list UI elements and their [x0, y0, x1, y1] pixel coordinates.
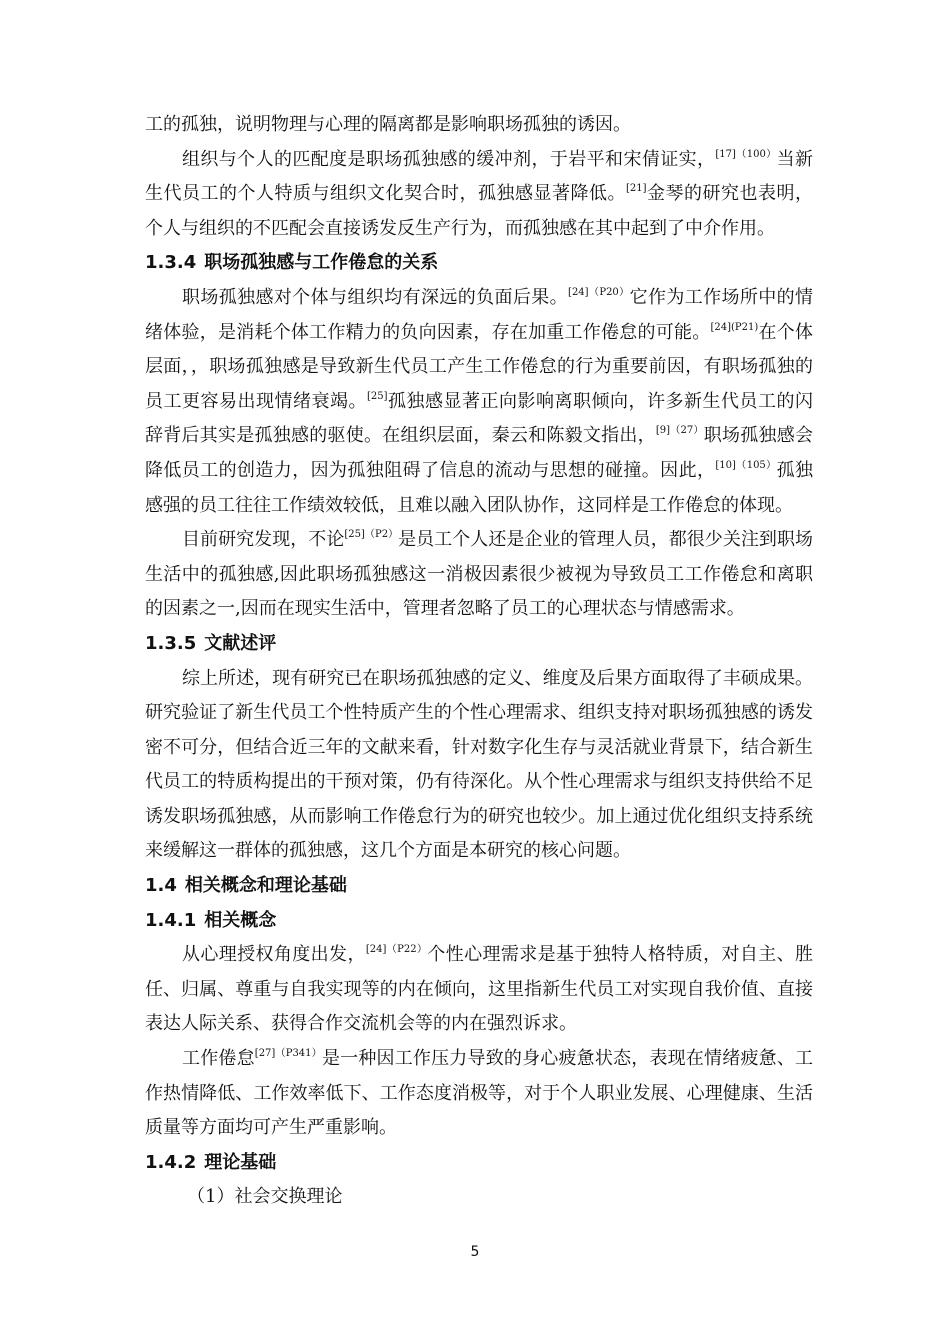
text-run: 当新生代员工的个人特质与组织文化契合时，孤独感显著降低。 — [145, 148, 814, 205]
citation: [24](P21) — [710, 321, 759, 333]
document-body — [145, 108, 813, 1215]
section-number: 1.3.5 — [145, 632, 197, 654]
section-heading — [145, 904, 813, 939]
citation: [27]（P341） — [254, 1048, 322, 1060]
citation: [17]（100） — [715, 148, 777, 160]
section-title: 职场孤独感与工作倦怠的关系 — [204, 252, 439, 274]
section-heading — [145, 627, 813, 662]
section-heading — [145, 246, 813, 281]
text-run: 是一种因工作压力导致的身心疲惫状态，表现在情绪疲惫、工作热情降低、工作效率低下、工作态度消极等，对于个人职业发展、心理健康、生活质量等方面均可产生严重影响。 — [145, 1048, 814, 1139]
paragraph — [145, 1042, 813, 1146]
paragraph — [145, 143, 813, 247]
text-run: 职场孤独感对个体与组织均有深远的负面后果。 — [182, 286, 569, 308]
text-run: 综上所述，现有研究已在职场孤独感的定义、维度及后果方面取得了丰硕成果。研究验证了新生代员工个性特质产生的个性心理需求、组织支持对职场孤独感的诱发密不可分，但结合近三年的文献来看，针对数字化生存与灵活就业背景下，结合新生代员工的特质构提出的干预对策，仍有待深化。从个性心理需求与组织支持供给不足诱发职场孤独感，从而影响工作倦怠行为的研究也较少。加上通过优化组织支持系统来缓解这一群体的孤独感，这几个方面是本研究的核心问题。 — [145, 667, 813, 862]
text-run: 个性心理需求是基于独特人格特质，对自主、胜任、归属、尊重与自我实现等的内在倾向，这里指新生代员工对实现自我价值、直接表达人际关系、获得合作交流机会等的内在强烈诉求。 — [145, 944, 813, 1035]
text-run: 工作倦怠 — [182, 1048, 255, 1070]
text-run: 从心理授权角度出发， — [182, 944, 366, 966]
citation: [24]（P20） — [568, 286, 630, 298]
text-run: 是员工个人还是企业的管理人员，都很少关注到职场生活中的孤独感,因此职场孤独感这一消极因素很少被视为导致员工工作倦怠和离职的因素之一,因而在现实生活中，管理者忽略了员工的心理状态与情感需求。 — [145, 529, 814, 620]
section-number: 1.4.2 — [145, 1151, 197, 1173]
text-run: 组织与个人的匹配度是职场孤独感的缓冲剂，于岩平和宋倩证实， — [182, 148, 716, 170]
section-title: 文献述评 — [204, 632, 277, 654]
paragraph — [145, 662, 813, 870]
section-number: 1.3.4 — [145, 252, 197, 274]
paragraph — [145, 938, 813, 1042]
section-heading — [145, 1146, 813, 1181]
citation: [10]（105） — [715, 459, 777, 471]
text-run: 在个体层面，，职场孤独感是导致新生代员工产生工作倦怠的行为重要前因，有职场孤独的员工更容易出现情绪衰竭。 — [145, 321, 814, 412]
text-run: 工的孤独，说明物理与心理的隔离都是影响职场孤独的诱因。 — [145, 114, 631, 135]
text-run: 孤独感强的员工往往工作绩效较低，且难以融入团队协作，这同样是工作倦怠的体现。 — [145, 459, 813, 516]
section-number: 1.4 — [145, 875, 177, 897]
section-title: 相关概念 — [204, 909, 277, 931]
section-number: 1.4.1 — [145, 909, 197, 931]
citation: [9]（27） — [655, 425, 704, 437]
citation: [25] — [367, 390, 388, 402]
text-run: 职场孤独感会降低员工的创造力，因为孤独阻碍了信息的流动与思想的碰撞。因此， — [145, 425, 813, 481]
page-number: 5 — [470, 1244, 480, 1260]
text-run: 目前研究发现，不论 — [182, 529, 345, 551]
text-run: 金琴的研究也表明，个人与组织的不匹配会直接诱发反生产行为，而孤独感在其中起到了中介作用。 — [145, 183, 814, 239]
text-run: （1）社会交换理论 — [187, 1186, 343, 1208]
citation: [24]（P22） — [365, 944, 428, 956]
paragraph — [145, 281, 813, 523]
section-title: 相关概念和理论基础 — [184, 875, 347, 897]
text-run: 它作为工作场所中的情绪体验，是消耗个体工作精力的负向因素，存在加重工作倦怠的可能。 — [145, 286, 814, 343]
citation: [21] — [625, 183, 647, 195]
section-heading — [145, 869, 813, 904]
paragraph — [145, 523, 813, 627]
section-title: 理论基础 — [204, 1151, 277, 1173]
paragraph — [145, 1180, 813, 1215]
text-run: 孤独感显著正向影响离职倾向，许多新生代员工的闪辞背后其实是孤独感的驱使。在组织层面，秦云和陈毅文指出， — [145, 390, 814, 447]
paragraph — [145, 108, 813, 143]
citation: [25]（P2） — [344, 529, 399, 541]
